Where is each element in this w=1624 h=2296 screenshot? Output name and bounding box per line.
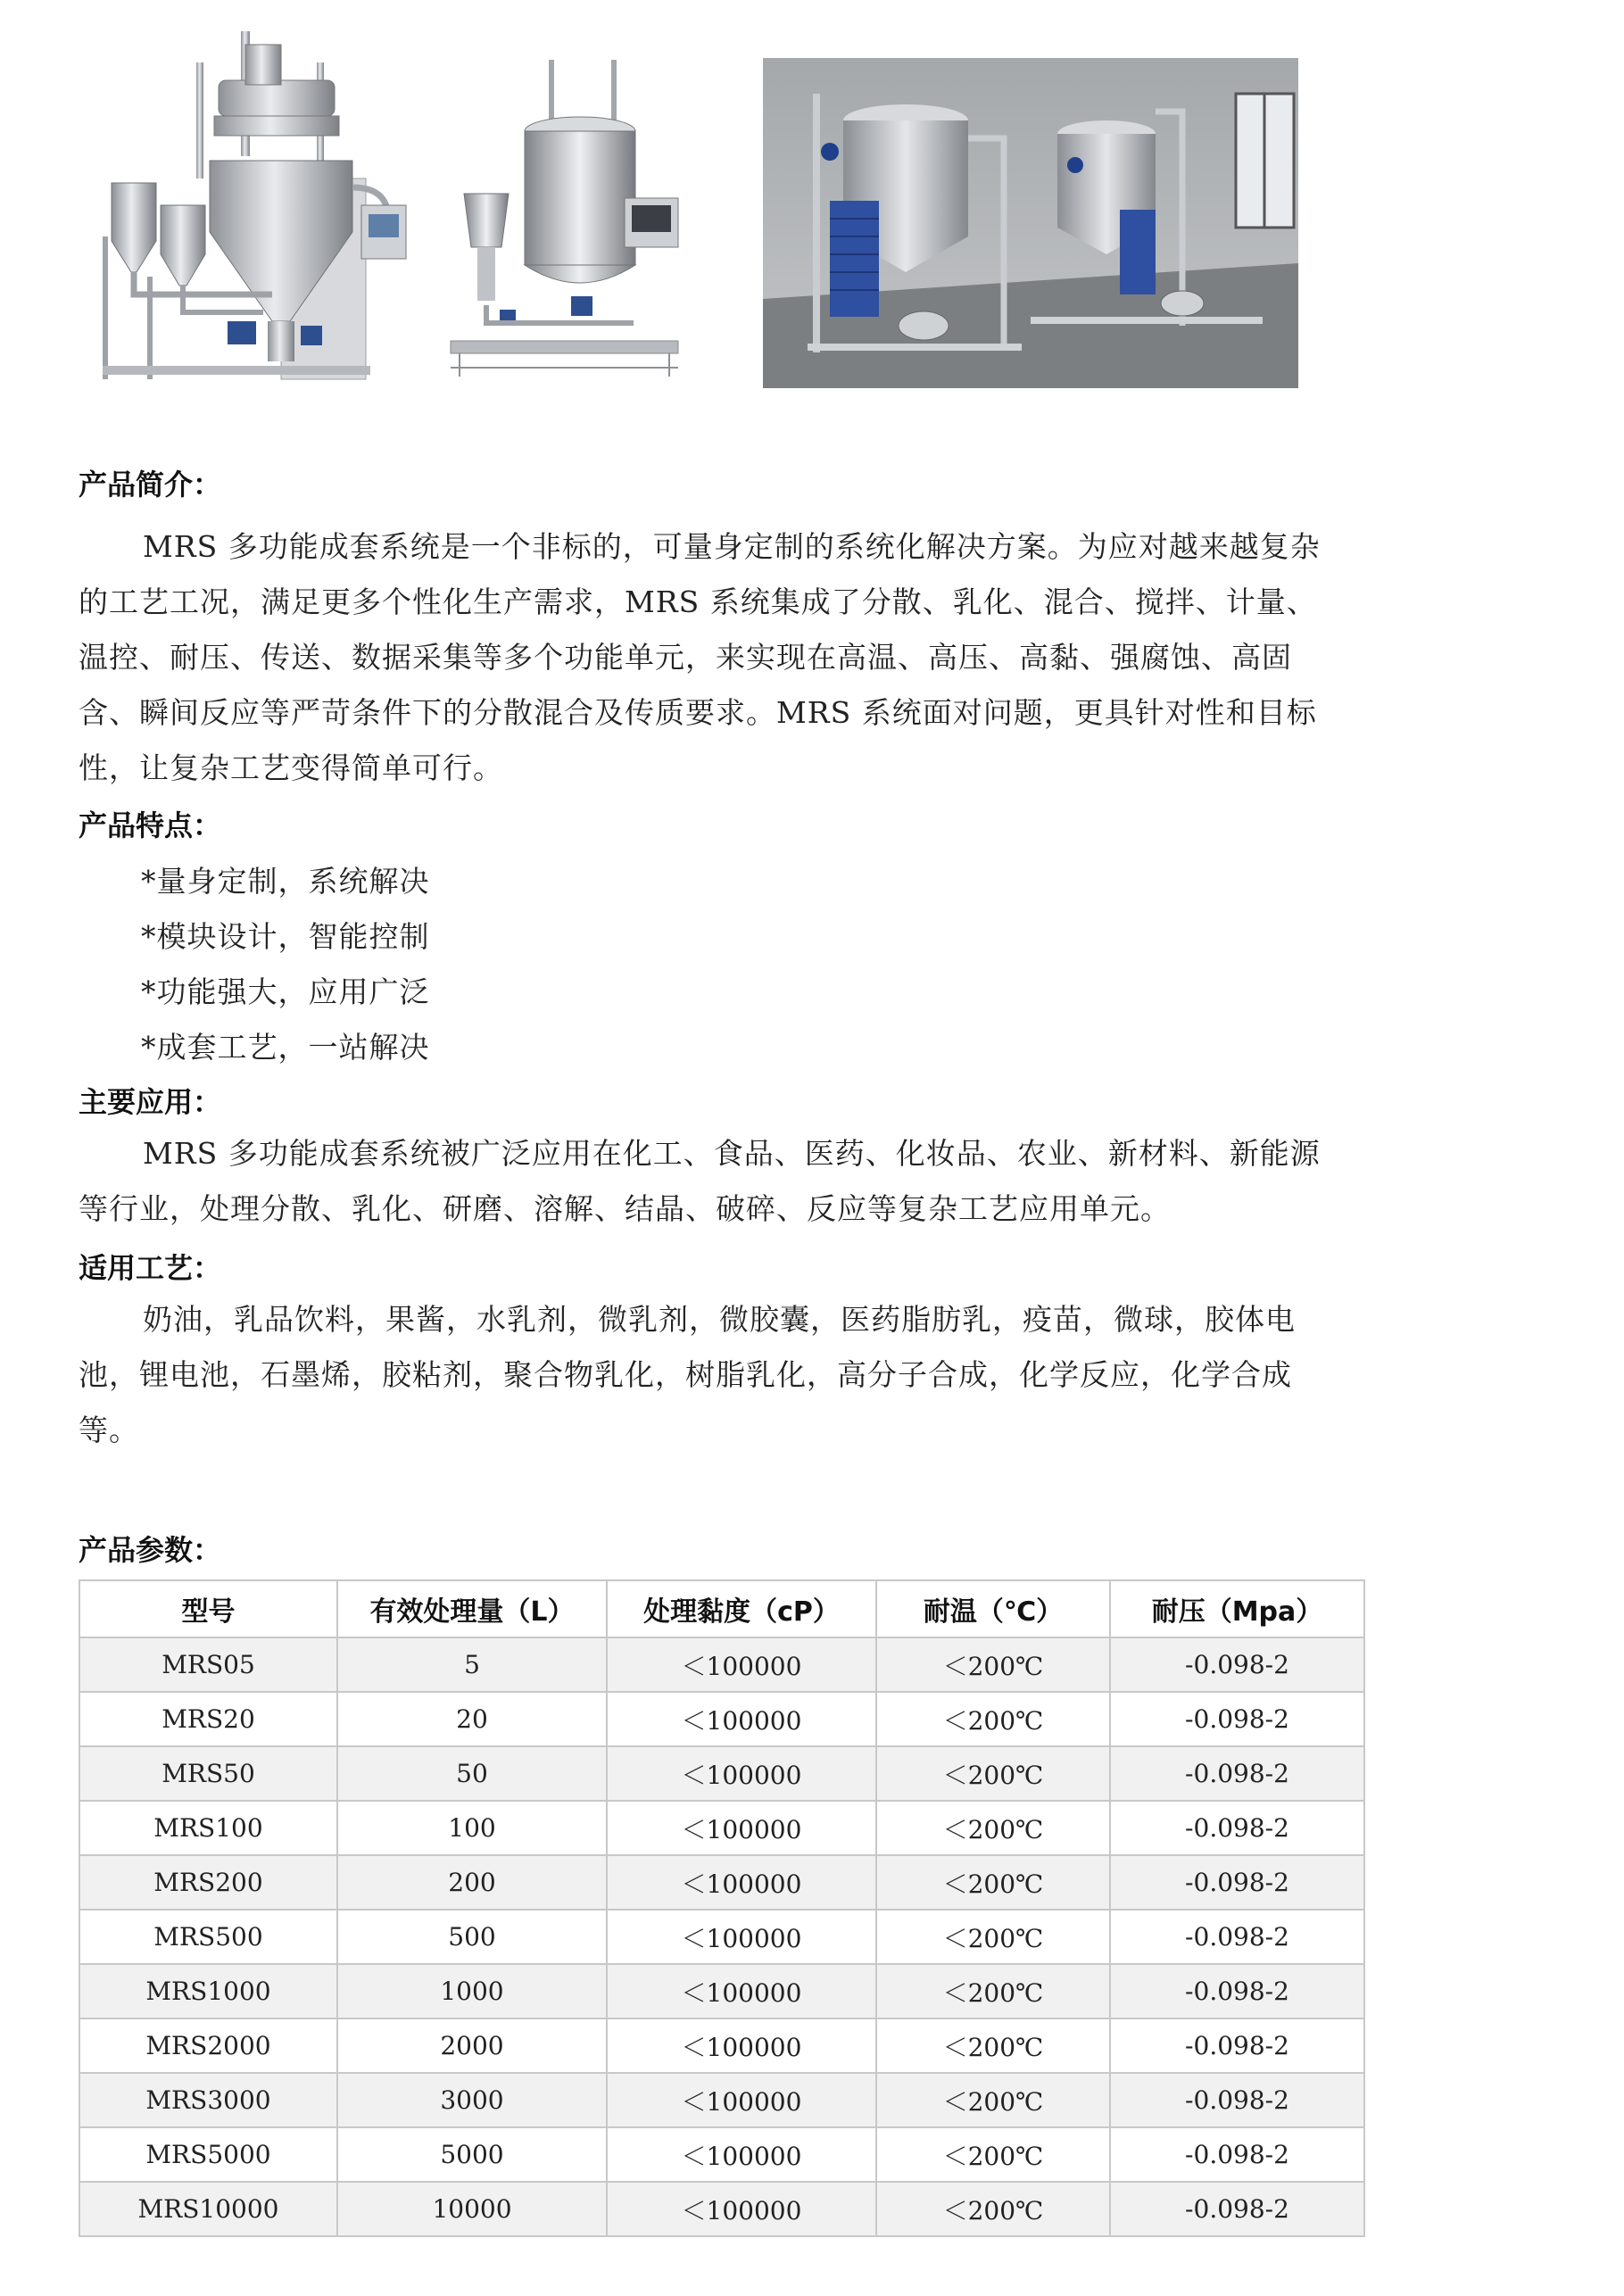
table-row <box>79 1910 1364 1964</box>
cell-model: MRS05 <box>79 1637 337 1692</box>
cell-pressure: -0.098-2 <box>1110 1910 1364 1964</box>
table-row <box>79 1855 1364 1910</box>
cell-temperature: ＜200℃ <box>876 1637 1110 1692</box>
column-header-pressure: 耐压（Mpa） <box>1110 1580 1364 1637</box>
cell-viscosity: ＜100000 <box>607 2018 876 2073</box>
cell-viscosity: ＜100000 <box>607 2073 876 2127</box>
parameters-table <box>79 1579 1365 2237</box>
cell-pressure: -0.098-2 <box>1110 2073 1364 2127</box>
cell-model: MRS200 <box>79 1855 337 1910</box>
cell-pressure: -0.098-2 <box>1110 2127 1364 2182</box>
product-photo-factory-installation <box>763 58 1298 388</box>
cell-viscosity: ＜100000 <box>607 1746 876 1801</box>
cell-temperature: ＜200℃ <box>876 1801 1110 1855</box>
table-row <box>79 2073 1364 2127</box>
table-row <box>79 1964 1364 2018</box>
cell-model: MRS100 <box>79 1801 337 1855</box>
cell-pressure: -0.098-2 <box>1110 2182 1364 2236</box>
cell-temperature: ＜200℃ <box>876 2182 1110 2236</box>
cell-model: MRS20 <box>79 1692 337 1746</box>
cell-capacity: 5 <box>337 1637 607 1692</box>
table-row <box>79 2018 1364 2073</box>
cell-temperature: ＜200℃ <box>876 1855 1110 1910</box>
cell-viscosity: ＜100000 <box>607 1855 876 1910</box>
table-row <box>79 1746 1364 1801</box>
cell-temperature: ＜200℃ <box>876 1746 1110 1801</box>
table-row <box>79 2182 1364 2236</box>
cell-viscosity: ＜100000 <box>607 2182 876 2236</box>
cell-temperature: ＜200℃ <box>876 1692 1110 1746</box>
table-header-row <box>79 1580 1364 1637</box>
cell-model: MRS500 <box>79 1910 337 1964</box>
cell-model: MRS3000 <box>79 2073 337 2127</box>
column-header-temperature: 耐温（℃） <box>876 1580 1110 1637</box>
cell-pressure: -0.098-2 <box>1110 1637 1364 1692</box>
column-header-viscosity: 处理黏度（cP） <box>607 1580 876 1637</box>
parameters-heading: 产品参数： <box>79 1533 222 1567</box>
cell-capacity: 2000 <box>337 2018 607 2073</box>
cell-capacity: 200 <box>337 1855 607 1910</box>
cell-viscosity: ＜100000 <box>607 1637 876 1692</box>
cell-model: MRS50 <box>79 1746 337 1801</box>
cell-capacity: 5000 <box>337 2127 607 2182</box>
cell-model: MRS2000 <box>79 2018 337 2073</box>
product-photo-vacuum-homogenizer <box>94 27 410 388</box>
vacuum-homogenizer-illustration <box>94 27 410 388</box>
cell-capacity: 1000 <box>337 1964 607 2018</box>
applications-paragraph: MRS 多功能成套系统被广泛应用在化工、食品、医药、化妆品、农业、新材料、新能源等行业，处理分散、乳化、研磨、溶解、结晶、破碎、反应等复杂工艺应用单元。 <box>79 1136 1321 1226</box>
feature-item: *功能强大，应用广泛 <box>141 974 430 1009</box>
feature-item: *量身定制，系统解决 <box>141 864 430 899</box>
column-header-capacity: 有效处理量（L） <box>337 1580 607 1637</box>
cell-capacity: 500 <box>337 1910 607 1964</box>
cell-capacity: 100 <box>337 1801 607 1855</box>
cell-pressure: -0.098-2 <box>1110 1801 1364 1855</box>
cell-model: MRS10000 <box>79 2182 337 2236</box>
cell-temperature: ＜200℃ <box>876 2073 1110 2127</box>
factory-installation-illustration <box>763 58 1298 388</box>
intro-heading: 产品简介： <box>79 468 222 501</box>
cell-capacity: 20 <box>337 1692 607 1746</box>
table-row <box>79 1801 1364 1855</box>
processes-paragraph: 奶油，乳品饮料，果酱，水乳剂，微乳剂，微胶囊，医药脂肪乳，疫苗，微球，胶体电池，锂电池，石墨烯，胶粘剂，聚合物乳化，树脂乳化，高分子合成，化学反应，化学合成等。 <box>79 1302 1296 1447</box>
feature-item: *模块设计，智能控制 <box>141 919 430 954</box>
cell-temperature: ＜200℃ <box>876 2018 1110 2073</box>
feature-item: *成套工艺，一站解决 <box>141 1030 430 1065</box>
cell-model: MRS1000 <box>79 1964 337 2018</box>
cell-pressure: -0.098-2 <box>1110 2018 1364 2073</box>
cell-viscosity: ＜100000 <box>607 2127 876 2182</box>
features-heading: 产品特点： <box>79 808 222 842</box>
reaction-system-illustration <box>446 55 687 388</box>
table-row <box>79 2127 1364 2182</box>
column-header-model: 型号 <box>79 1580 337 1637</box>
cell-viscosity: ＜100000 <box>607 1692 876 1746</box>
cell-viscosity: ＜100000 <box>607 1801 876 1855</box>
cell-model: MRS5000 <box>79 2127 337 2182</box>
cell-temperature: ＜200℃ <box>876 1964 1110 2018</box>
intro-paragraph: MRS 多功能成套系统是一个非标的，可量身定制的系统化解决方案。为应对越来越复杂的工艺工况，满足更多个性化生产需求，MRS 系统集成了分散、乳化、混合、搅拌、计量、温控、耐压、传送、数据采集等多个功能单元，来实现在高温、高压、高黏、强腐蚀、高固含、瞬间反应等严苛条件下的分散混合及传质要求。MRS 系统面对问题，更具针对性和目标性，让复杂工艺变得简单可行。 <box>79 529 1321 785</box>
cell-viscosity: ＜100000 <box>607 1910 876 1964</box>
cell-viscosity: ＜100000 <box>607 1964 876 2018</box>
cell-pressure: -0.098-2 <box>1110 1855 1364 1910</box>
cell-pressure: -0.098-2 <box>1110 1746 1364 1801</box>
cell-capacity: 3000 <box>337 2073 607 2127</box>
cell-capacity: 50 <box>337 1746 607 1801</box>
cell-pressure: -0.098-2 <box>1110 1964 1364 2018</box>
cell-pressure: -0.098-2 <box>1110 1692 1364 1746</box>
cell-temperature: ＜200℃ <box>876 2127 1110 2182</box>
table-row <box>79 1637 1364 1692</box>
processes-heading: 适用工艺： <box>79 1251 222 1285</box>
cell-capacity: 10000 <box>337 2182 607 2236</box>
product-photo-reaction-system <box>446 55 687 388</box>
table-row <box>79 1692 1364 1746</box>
applications-heading: 主要应用： <box>79 1085 222 1119</box>
cell-temperature: ＜200℃ <box>876 1910 1110 1964</box>
